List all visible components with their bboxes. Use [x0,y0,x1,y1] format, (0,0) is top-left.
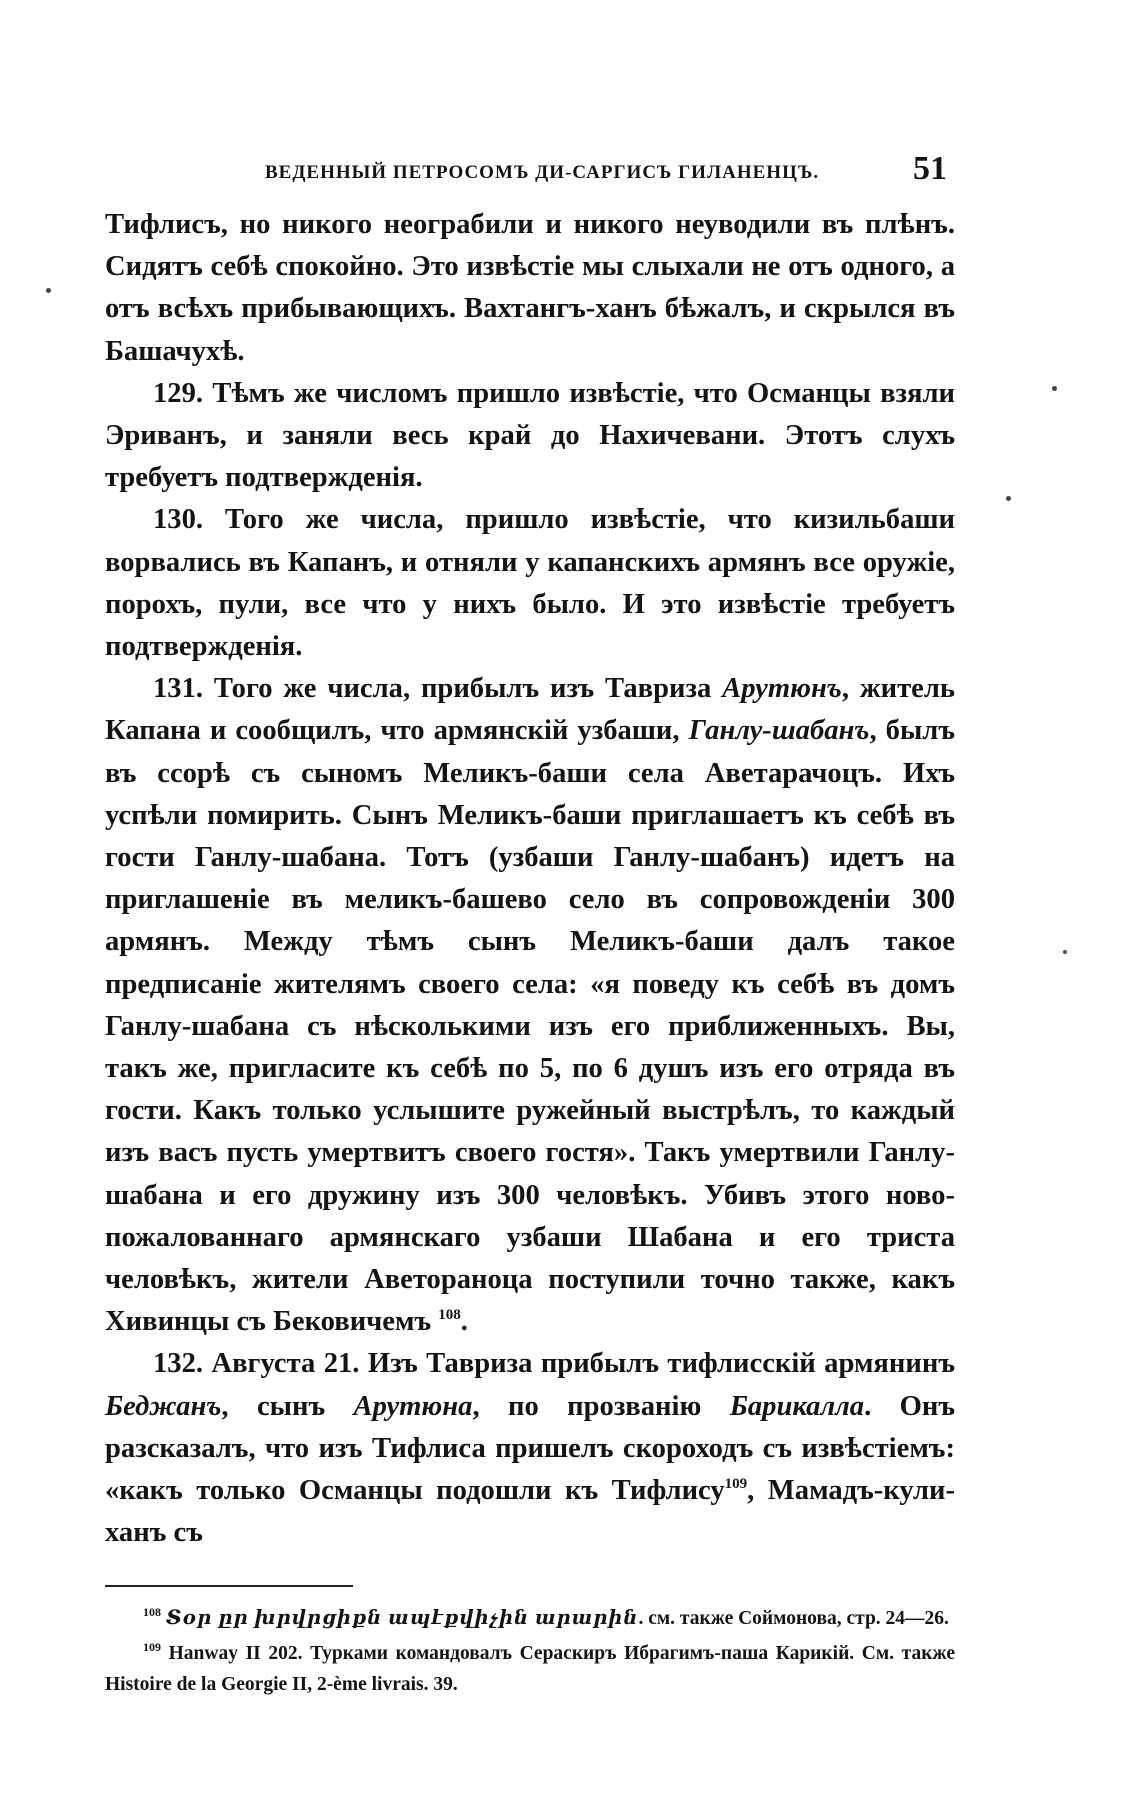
footnote-rule [105,1585,353,1587]
text-run: . Онъ разсказалъ, что изъ Тифлиса пришелъ скороходъ съ извѣстіемъ: «какъ только Османцы подошли къ Тифлису [105,1390,956,1507]
text-run: , былъ въ ссорѣ съ сыномъ Меликъ-баши села Аветарачоцъ. Ихъ успѣли помирить. Сынъ Меликъ-баши приглашаетъ къ себѣ въ гости Ганлу-шабана. Тотъ (узбаши Ганлу-шабанъ) идетъ на приглашеніе въ меликъ-башево село въ сопровожденіи 300 армянъ. Между тѣмъ сынъ Меликъ-баши далъ такое предписаніе жителямъ своего села: «я поведу къ себѣ въ домъ Ганлу-шабана съ нѣсколькими изъ его приближенныхъ. Вы, такъ же, пригласите къ себѣ по 5, по 6 душъ изъ его отряда въ гости. Какъ только услышите ружейный выстрѣлъ, то каждый изъ васъ пусть умертвитъ своего гостя». Такъ умертвили Ганлу-шабана и его дружину изъ 300 человѣкъ. Убивъ этого ново-пожалованнаго армянскаго узбаши Шабана и его триста человѣкъ, жители Аветораноца поступили точно также, какъ Хивинцы съ Бековичемъ [105,715,955,1338]
footnote-108 [105,1603,955,1634]
name-arutyun: Арутюнъ [722,673,842,705]
header-title: ВЕДЕННЫЙ ПЕТРОСОМЪ ДИ-САРГИСЪ ГИЛАНЕНЦЪ. [265,162,820,183]
text-run: , сынъ [221,1390,354,1422]
footnote-mark: 108 [143,1604,161,1619]
paragraph-131 [105,668,955,1343]
footnote-text: Hanway II 202. Турками командовалъ Сераскиръ Ибрагимъ-паша Карикій. См. также Histoire de la Georgie II, 2-ème livrais. 39. [105,1642,955,1695]
name-arutyuna: Арутюна [353,1390,473,1422]
paragraph-129: 129. Тѣмъ же числомъ пришло извѣстіе, что Османцы взяли Эриванъ, и заняли весь край до Нахичевани. Этотъ слухъ требуетъ подтвержденія. [105,377,955,494]
text-run: . [460,1306,468,1338]
speck [1052,386,1057,391]
footnote-ref-109: 109 [724,1476,748,1493]
running-header [105,150,955,190]
paragraph-132 [105,1343,955,1554]
page-number: 51 [913,150,947,187]
body-text [105,204,955,1555]
name-bedzhan: Беджанъ [105,1390,222,1422]
name-ganlu-shaban: Ганлу-шабанъ [688,715,870,747]
text-run: 131. Того же числа, прибылъ изъ Тавриза [153,673,723,705]
speck [1063,950,1067,954]
speck [46,288,51,293]
speck [1006,496,1011,501]
footnotes [105,1603,955,1700]
text-run: , Мамадъ-кули-ханъ съ [105,1475,955,1549]
footnote-ref-108: 108 [438,1307,461,1324]
paragraph-130: 130. Того же числа, пришло извѣстіе, что кизильбаши ворвались въ Капанъ, и отняли у капанскихъ армянъ все оружіе, порохъ, пули, все что у нихъ было. И это извѣстіе требуетъ подтвержденія. [105,504,955,663]
armenian-quote: Տօր ըր խրվրցիքն ապէքվիչին արարին [165,1607,639,1629]
footnote-mark: 109 [143,1639,161,1654]
name-barikalla: Барикалла [729,1390,865,1422]
book-page [105,150,955,1704]
footnote-109 [105,1638,955,1700]
text-run: , по прозванію [472,1390,730,1422]
text-run: , житель Капана и сообщилъ, что армянскій узбаши, [105,673,956,747]
text-run: 132. Августа 21. Изъ Тавриза прибылъ тифлисскій армянинъ [153,1348,955,1380]
footnote-text: . см. также Соймонова, стр. 24—26. [638,1607,949,1629]
paragraph-continuation: Тифлисъ, но никого неограбили и никого неуводили въ плѣнъ. Сидятъ себѣ спокойно. Это извѣстіе мы слыхали не отъ одного, а отъ всѣхъ прибывающихъ. Вахтангъ-ханъ бѣжалъ, и скрылся въ Башачухѣ. [105,209,955,367]
